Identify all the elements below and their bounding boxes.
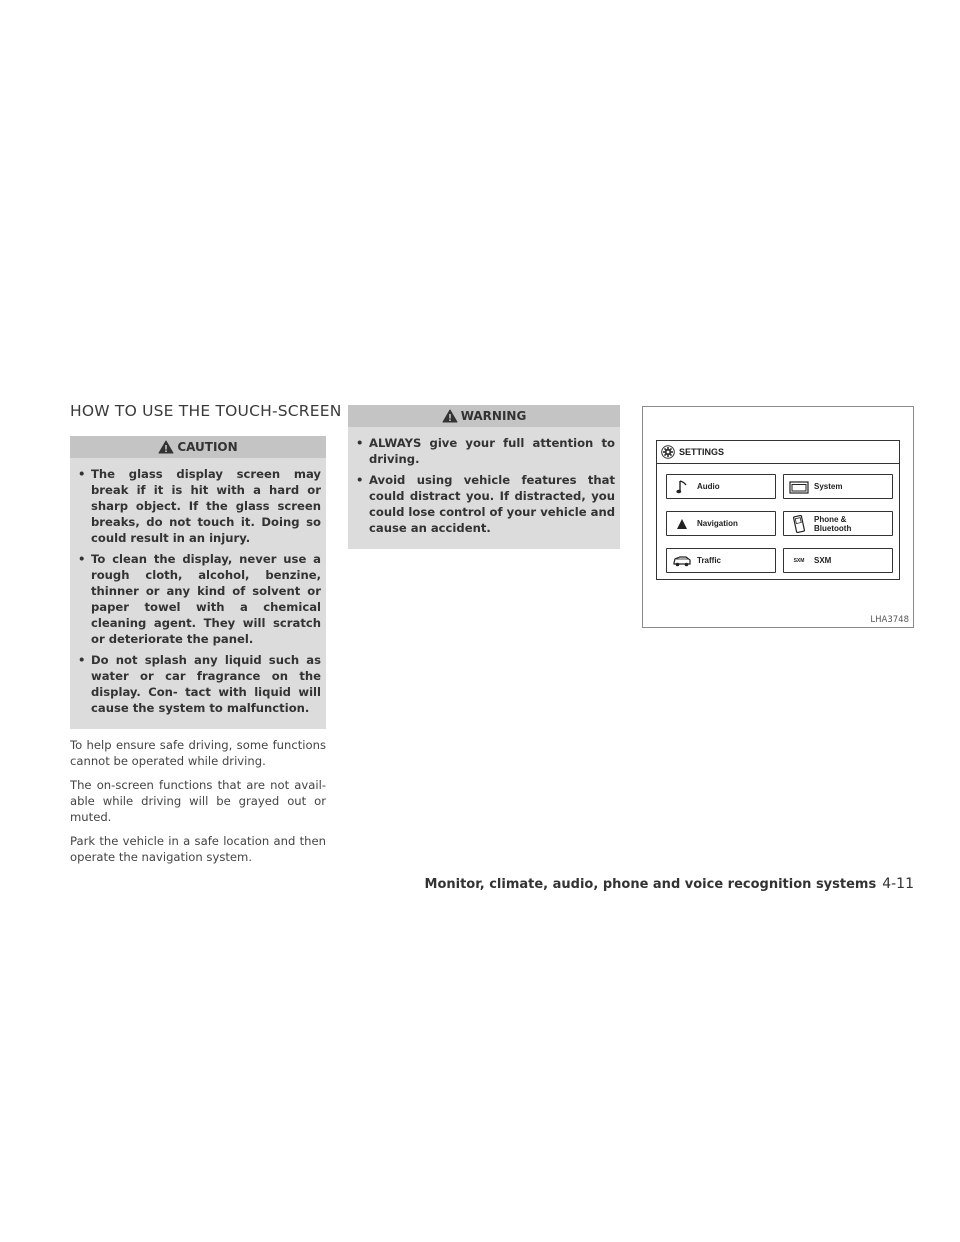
caution-list [78, 458, 321, 716]
phone-bluetooth-button[interactable] [783, 511, 893, 536]
display-icon [789, 480, 809, 494]
settings-screen-figure [642, 406, 914, 628]
warning-box [348, 405, 620, 549]
sxm-label: SXM [814, 556, 832, 565]
navigation-arrow-icon [676, 518, 688, 530]
warning-item: • Avoid using vehicle features that could distract you. If distracted, you could lose control of your vehicle and cause an accident. [356, 472, 615, 536]
caution-item: • The glass display screen may break if it is hit with a hard or sharp object. If the glass screen breaks, do not touch it. Doing so could result in an injury. [78, 466, 321, 546]
gear-icon [661, 445, 675, 459]
navigation-button[interactable] [666, 511, 776, 536]
traffic-button[interactable] [666, 548, 776, 573]
warning-triangle-icon [158, 440, 174, 454]
body-paragraph: Park the vehicle in a safe location and then operate the navigation system. [70, 834, 326, 864]
section-heading: HOW TO USE THE TOUCH-SCREEN [70, 402, 342, 420]
caution-item: • Do not splash any liquid such as water or car fragrance on the display. Con- tact with liquid will cause the system to malfunction. [78, 652, 321, 716]
page-footer [425, 876, 914, 892]
phone-icon [793, 515, 805, 533]
system-button[interactable] [783, 474, 893, 499]
audio-button[interactable] [666, 474, 776, 499]
caution-item: • To clean the display, never use a rough cloth, alcohol, benzine, thinner or any kind of solvent or paper towel with a chemical cleaning agent. They will scratch or deteriorate the panel. [78, 551, 321, 647]
phone-bluetooth-label [814, 515, 851, 533]
caution-title: CAUTION [177, 440, 238, 454]
traffic-label: Traffic [697, 556, 722, 565]
warning-item: • ALWAYS give your full attention to driving. [356, 435, 615, 467]
warning-triangle-icon [442, 409, 458, 423]
page-number: 4-11 [882, 876, 914, 892]
caution-title-bar [70, 436, 326, 458]
traffic-car-icon [672, 555, 692, 567]
audio-label: Audio [697, 482, 720, 491]
sxm-button[interactable] [783, 548, 893, 573]
phone-label-line2: Bluetooth [814, 523, 852, 533]
system-label: System [814, 482, 843, 491]
figure-id: LHA3748 [870, 615, 909, 625]
middle-column [348, 405, 620, 549]
sxm-logo-icon: SXM [793, 557, 805, 564]
settings-title: SETTINGS [679, 447, 725, 457]
body-paragraph: The on-screen functions that are not avail- able while driving will be grayed out or muted. [70, 778, 326, 824]
warning-title-bar [348, 405, 620, 427]
warning-list [356, 427, 615, 536]
body-paragraph: To help ensure safe driving, some functions cannot be operated while driving. [70, 738, 326, 768]
music-note-icon [676, 479, 688, 495]
left-column [70, 402, 342, 865]
phone-label-line1: Phone & [814, 514, 847, 524]
settings-header [657, 441, 899, 464]
settings-screen [656, 440, 900, 580]
navigation-label: Navigation [697, 519, 738, 528]
warning-title: WARNING [460, 409, 527, 423]
chapter-title: Monitor, climate, audio, phone and voice recognition systems [424, 877, 877, 892]
caution-box [70, 436, 326, 729]
